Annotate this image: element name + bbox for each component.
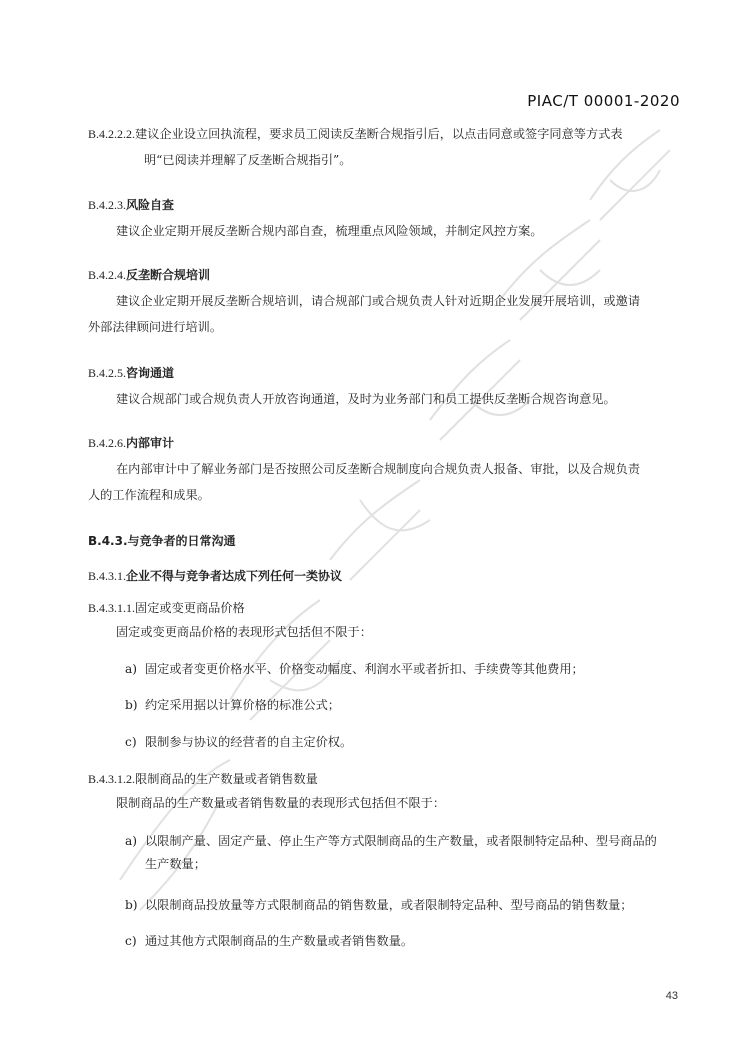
clause-b44311 — [88, 598, 680, 642]
list-item: c) 限制参与协议的经营者的自主定价权。 — [125, 735, 353, 749]
section-number: B.4.3. — [88, 534, 128, 548]
list-item: a) 固定或者变更价格水平、价格变动幅度、利润水平或者折扣、手续费等其他费用； — [125, 662, 584, 676]
clause-intro: 固定或变更商品价格的表现形式包括但不限于： — [116, 625, 372, 639]
list-item: a) 以限制产量、固定产量、停止生产等方式限制商品的生产数量，或者限制特定品种、型号商品的 生产数量； — [125, 834, 657, 871]
clause-title: 内部审计 — [126, 436, 175, 450]
clause-text-continued: 明“已阅读并理解了反垄断合规指引”。 — [144, 153, 352, 167]
page-number: 43 — [665, 990, 678, 1002]
clause-b4225 — [88, 363, 680, 409]
clause-b44312 — [88, 769, 680, 813]
clause-body-continued: 外部法律顾问进行培训。 — [88, 320, 223, 334]
clause-title: 限制商品的生产数量或者销售数量 — [135, 772, 318, 786]
clause-number: B.4.2.4. — [88, 268, 127, 282]
list-item: b) 以限制商品投放量等方式限制商品的销售数量，或者限制特定品种、型号商品的销售数量； — [125, 898, 633, 912]
list-item: b) 约定采用据以计算价格的标准公式； — [125, 698, 340, 712]
clause-text: 建议企业设立回执流程，要求员工阅读反垄断合规指引后，以点击同意或签字同意等方式表 — [135, 127, 623, 141]
clause-body: 在内部审计中了解业务部门是否按照公司反垄断合规制度向合规负责人报备、审批，以及合规负责 — [116, 462, 641, 476]
clause-b4224 — [88, 265, 680, 337]
section-b443 — [88, 531, 680, 551]
list-item: c) 通过其他方式限制商品的生产数量或者销售数量。 — [125, 934, 414, 948]
clause-number: B.4.2.6. — [88, 436, 127, 450]
clause-number: B.4.3.1.2. — [88, 772, 136, 786]
clause-b4223 — [88, 195, 680, 241]
clause-body: 建议合规部门或合规负责人开放咨询通道，及时为业务部门和员工提供反垄断合规咨询意见。 — [116, 392, 616, 406]
clause-b4431 — [88, 566, 680, 586]
document-code: PIAC/T 00001-2020 — [527, 92, 680, 110]
clause-b4226 — [88, 433, 680, 505]
clause-number: B.4.3.1.1. — [88, 601, 136, 615]
clause-title: 咨询通道 — [126, 366, 175, 380]
section-title: 与竞争者的日常沟通 — [127, 534, 236, 548]
clause-body: 建议企业定期开展反垄断合规内部自查，梳理重点风险领域，并制定风控方案。 — [116, 224, 543, 238]
clause-number: B.4.2.2.2. — [88, 127, 136, 141]
clause-title: 企业不得与竞争者达成下列任何一类协议 — [126, 569, 343, 583]
clause-title: 反垄断合规培训 — [126, 268, 211, 282]
clause-body-continued: 人的工作流程和成果。 — [88, 488, 210, 502]
clause-intro: 限制商品的生产数量或者销售数量的表现形式包括但不限于： — [116, 796, 446, 810]
clause-number: B.4.2.5. — [88, 366, 127, 380]
clause-number: B.4.2.3. — [88, 198, 127, 212]
clause-title: 固定或变更商品价格 — [135, 601, 245, 615]
clause-b42222 — [88, 124, 680, 170]
clause-number: B.4.3.1. — [88, 569, 127, 583]
clause-title: 风险自查 — [126, 198, 175, 212]
clause-body: 建议企业定期开展反垄断合规培训，请合规部门或合规负责人针对近期企业发展开展培训，或邀请 — [116, 294, 641, 308]
